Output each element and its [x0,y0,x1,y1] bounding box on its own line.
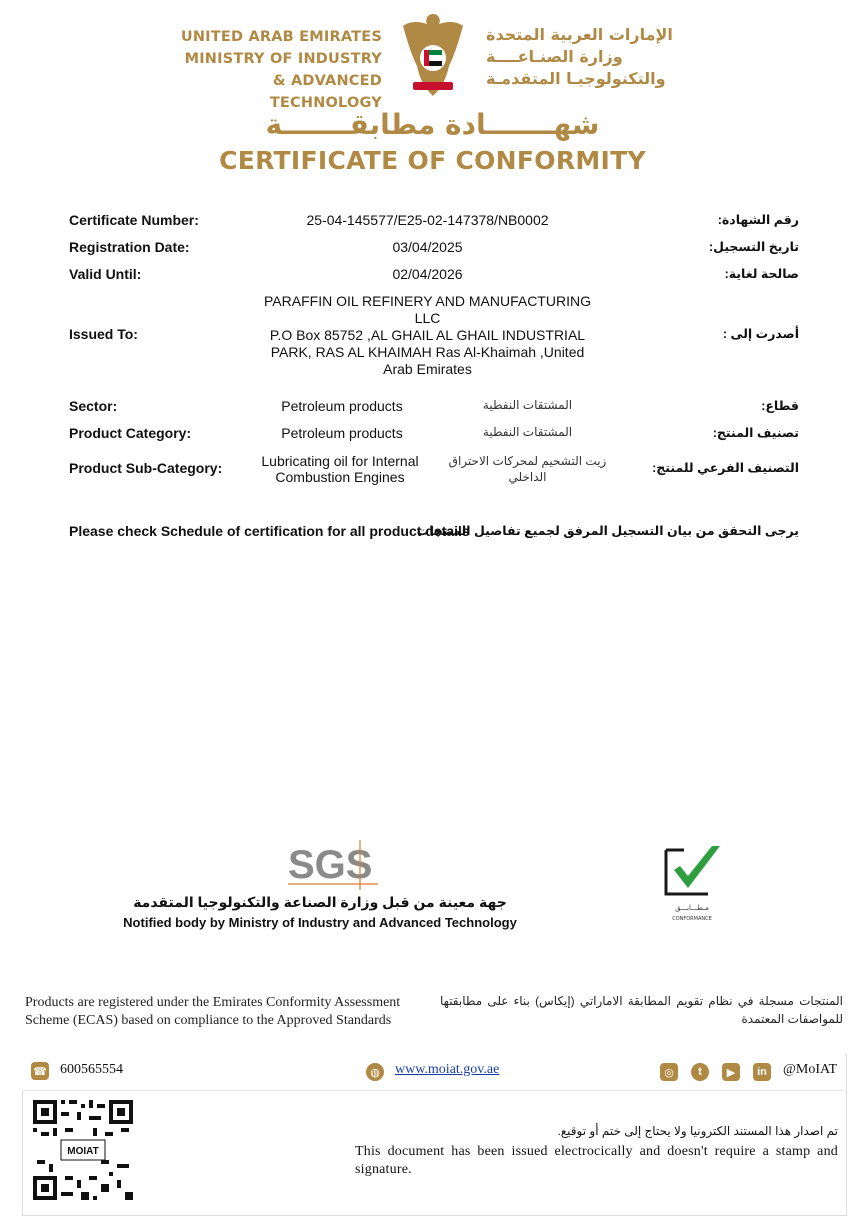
ministry-ar-line-3: والتكنولوجيـا المتقدمـة [486,69,666,88]
issued-to-label-ar: أصدرت إلى : [722,327,799,341]
issued-to-line: LLC [414,310,441,326]
issued-to-line: PARAFFIN OIL REFINERY AND MANUFACTURING [264,293,591,309]
registration-date-label-ar: تاريخ التسجيل: [709,240,799,254]
qr-code-icon[interactable] [31,1098,135,1202]
certificate-number-label-ar: رقم الشهادة: [717,213,799,227]
product-sub-category-label: Product Sub-Category: [69,460,223,476]
issued-to-line: P.O Box 85752 ,AL GHAIL AL GHAIL INDUSTRIAL [269,327,586,343]
product-category-value: Petroleum products [281,425,403,441]
certificate-number-label: Certificate Number: [69,212,199,228]
instagram-icon[interactable]: ◎ [660,1063,678,1081]
social-handle[interactable]: @MoIAT [783,1062,838,1077]
issued-to-line: Arab Emirates [383,361,472,377]
ministry-ar-line-1: الإمارات العربية المتحدة [486,25,673,44]
registration-date-value: 03/04/2025 [392,239,463,255]
sector-value-ar: المشتقات النفطية [482,398,573,412]
disclaimer-ar: تم اصدار هذا المستند الكترونيا ولا يحتاج إلى ختم أو توقيع. [557,1124,838,1138]
twitter-icon[interactable]: t [691,1063,709,1081]
sub-category-ar-line: زيت التشحيم لمحركات الاحتراق [448,454,607,468]
uae-emblem-icon [397,10,469,100]
disclaimer-en: This document has been issued electrocically and doesn't require a stamp and signature. [355,1144,838,1177]
notified-body-ar: جهة معينة من قبل وزارة الصناعة والتكنولوجيا المتقدمة [133,894,507,910]
registration-note-ar: المنتجات مسجلة في نظام تقويم المطابقة الاماراتي (إيكاس) بناء على مطابقتها للمواصفات المعتمدة [440,994,843,1026]
globe-icon: ◍ [366,1063,384,1081]
notified-body-en: Notified body by Ministry of Industry and Advanced Technology [123,915,517,930]
sub-category-line: Lubricating oil for Internal [261,453,419,469]
registration-date-label: Registration Date: [69,239,190,255]
issued-to-value [250,293,605,378]
conformance-caption-ar: مـطـــابـــق [675,904,709,912]
sgs-logo-icon [288,840,378,890]
conformance-caption-en: CONFORMANCE [672,916,712,922]
sector-label: Sector: [69,398,118,414]
ministry-line-1: UNITED ARAB EMIRATES [180,29,382,45]
registration-note-en: Products are registered under the Emirates Conformity Assessment Scheme (ECAS) based on compliance to the Approved Standards [25,995,401,1028]
certificate-title-ar: شهـــــــادة مطابقـــــــة [265,108,600,141]
valid-until-value: 02/04/2026 [392,266,463,282]
product-category-value-ar: المشتقات النفطية [482,425,573,439]
product-category-label: Product Category: [69,425,192,441]
product-sub-category-value [250,453,430,485]
product-sub-category-value-ar [445,453,610,485]
sub-category-line: Combustion Engines [275,469,405,485]
phone-number[interactable]: 600565554 [60,1062,123,1077]
sub-category-ar-line: الداخلي [508,470,547,484]
ministry-line-3: & ADVANCED TECHNOLOGY [269,73,382,111]
product-sub-category-label-ar: التصنيف الفرعي للمنتج: [652,461,799,475]
issued-to-line: PARK, RAS AL KHAIMAH Ras Al-Khaimah ,United [270,344,585,360]
sector-label-ar: قطاع: [761,399,799,413]
issued-to-label: Issued To: [69,326,138,342]
sgs-logo-text: SGS [288,843,373,887]
qr-label: MOIAT [67,1146,99,1157]
ministry-name-en [160,26,382,114]
website-link[interactable]: www.moiat.gov.ae [395,1062,500,1077]
product-category-label-ar: تصنيف المنتج: [712,426,799,440]
conformance-mark-icon [660,842,724,924]
valid-until-label: Valid Until: [69,266,142,282]
ministry-name-ar [486,24,706,90]
valid-until-label-ar: صالحة لغاية: [724,267,799,281]
schedule-note-ar: يرجى التحقق من بيان التسجيل المرفق لجميع تفاصيل المنتجات [416,524,799,538]
certificate-title-en: CERTIFICATE OF CONFORMITY [219,146,646,175]
ministry-ar-line-2: وزارة الصنـاعــــة [486,47,623,66]
youtube-icon[interactable]: ▶ [722,1063,740,1081]
linkedin-icon[interactable]: in [753,1063,771,1081]
sector-value: Petroleum products [281,398,403,414]
schedule-note-en: Please check Schedule of certification for all product details [69,523,470,539]
certificate-number-value: 25-04-145577/E25-02-147378/NB0002 [306,212,549,228]
phone-icon: ☎ [31,1062,49,1080]
ministry-line-2: MINISTRY OF INDUSTRY [184,51,382,67]
